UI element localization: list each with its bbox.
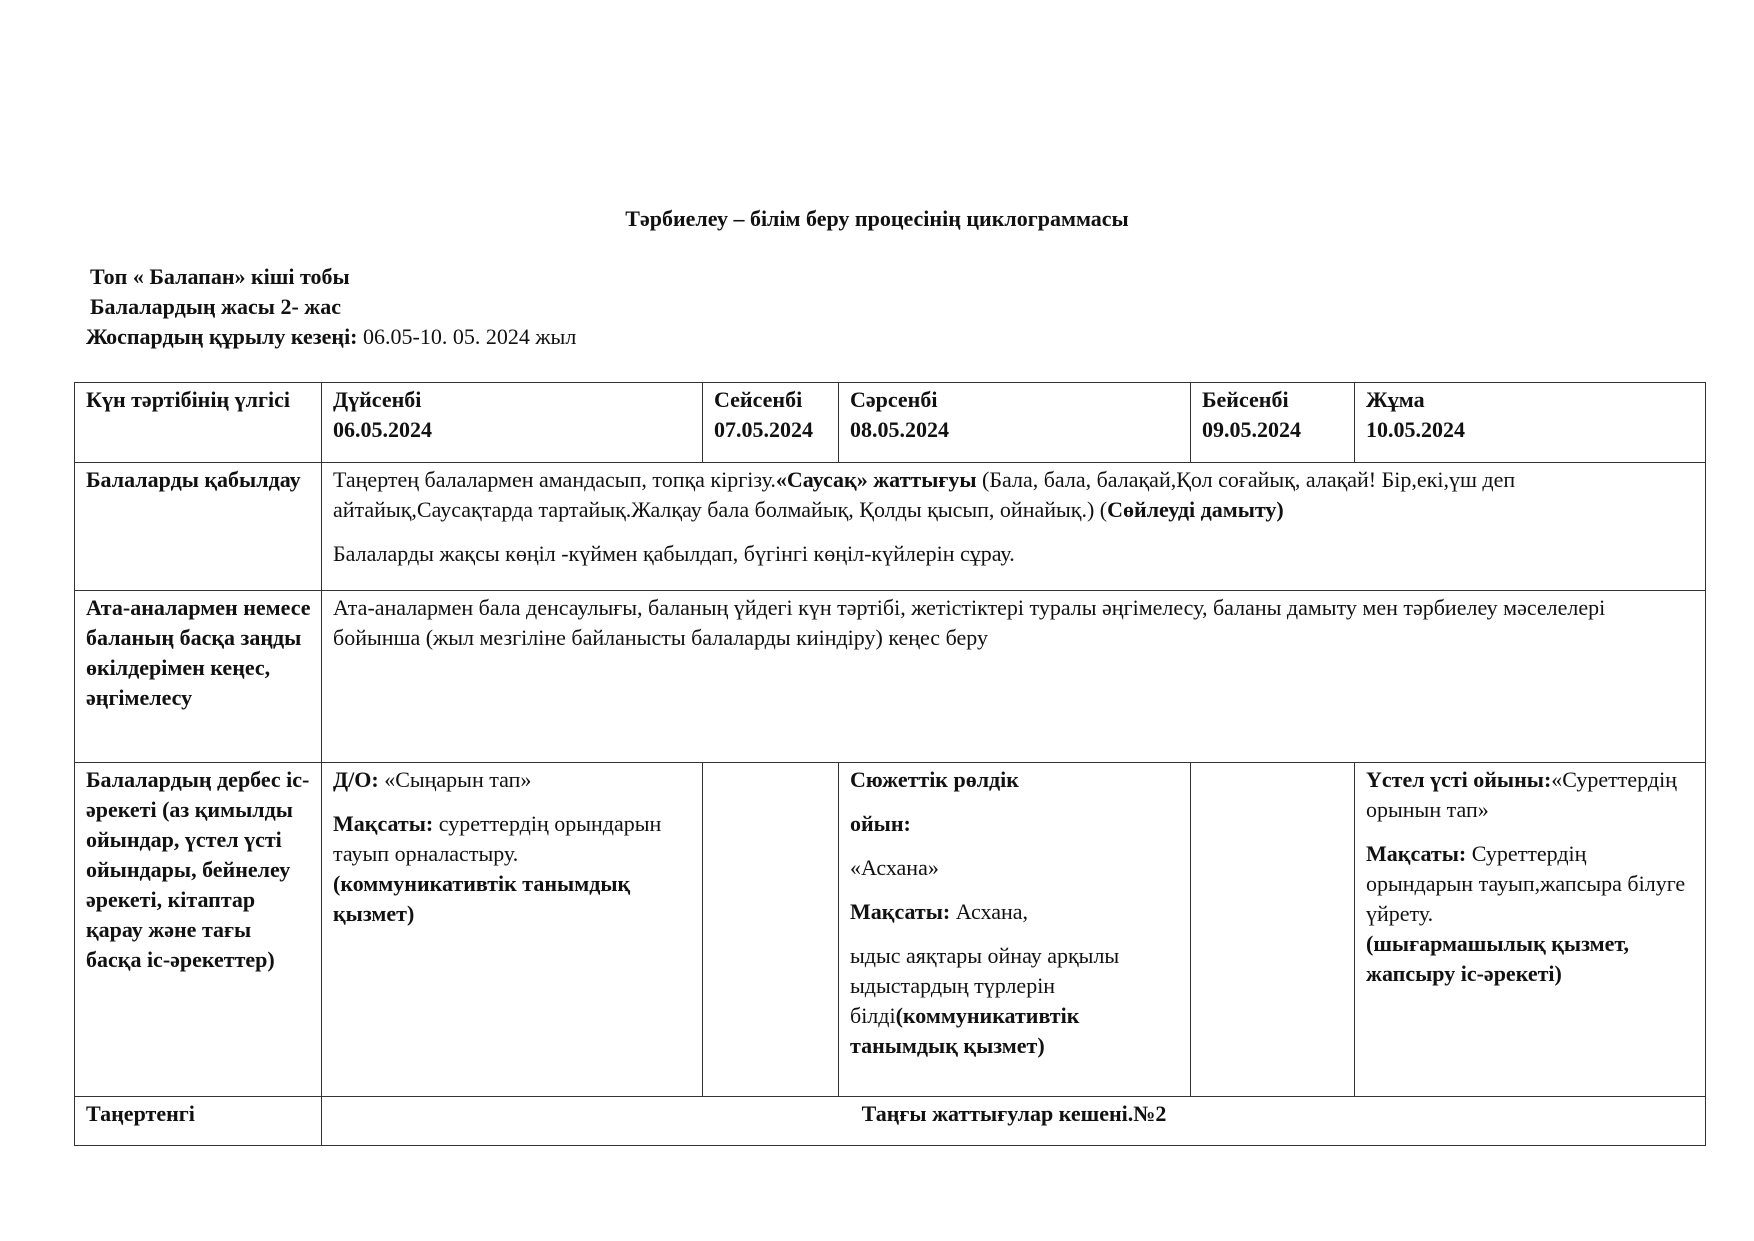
plan-period-value: 06.05-10. 05. 2024 жыл (357, 324, 577, 349)
page-title: Тәрбиелеу – білім беру процесінің циклограммасы (625, 206, 1129, 231)
morning-content: Таңғы жаттығулар кешені.№2 (322, 1097, 1706, 1146)
monday-game (333, 765, 692, 795)
desc-text: ыдыс аяқтары ойнау арқылы ыдыстардың түрлерін білді (850, 943, 1120, 1028)
reception-intro: Таңертең балалармен амандасып, топқа кіргізу. (333, 467, 776, 492)
day-date: 06.05.2024 (333, 417, 432, 442)
day-date: 10.05.2024 (1366, 417, 1465, 442)
activity-wednesday (839, 763, 1191, 1097)
wednesday-goal (850, 897, 1180, 927)
day-date: 08.05.2024 (850, 417, 949, 442)
morning-label: Таңертенгі (75, 1097, 322, 1146)
parents-row (75, 591, 1706, 763)
day-name: Сәрсенбі (850, 387, 938, 412)
day-date: 07.05.2024 (714, 417, 813, 442)
day-wednesday-header (839, 383, 1191, 463)
group-name: Топ « Балапан» кіші тобы (90, 264, 350, 289)
schedule-table (74, 382, 1706, 1146)
friday-game (1366, 765, 1695, 825)
game-name: «Суреттердің орынын тап» (1366, 767, 1677, 822)
game-label: Д/О: (333, 767, 379, 792)
wednesday-line2: ойын: (850, 811, 911, 836)
exercise-text: (Бала, бала, балақай,Қол соғайық, алақай! Бір,екі,үш деп айтайық,Саусақтарда тартайық.Жалқау бала болмайық, Қолды қысып, ойнайық.) ( (333, 467, 1516, 522)
game-label: Үстел үсті ойыны: (1366, 767, 1552, 792)
header-row (75, 383, 1706, 463)
goal-label: Мақсаты: (333, 811, 434, 836)
plan-period-label: Жоспардың құрылу кезеңі: (86, 324, 358, 349)
reception-exercise (333, 465, 1695, 525)
desc-tag: (коммуникативтік танымдық қызмет) (850, 1003, 1080, 1058)
parents-label: Ата-аналармен немесе баланың басқа заңды өкілдерімен кеңес, әңгімелесу (75, 591, 322, 763)
day-date: 09.05.2024 (1202, 417, 1301, 442)
day-thursday-header (1191, 383, 1355, 463)
goal-text: Асхана, (950, 899, 1029, 924)
friday-tag: (шығармашылық қызмет, жапсыру іс-әрекеті) (1366, 931, 1630, 986)
day-name: Сейсенбі (714, 387, 803, 412)
morning-row (75, 1097, 1706, 1146)
wednesday-line1: Сюжеттік рөлдік (850, 767, 1019, 792)
activity-tuesday (703, 763, 839, 1097)
day-tuesday-header (703, 383, 839, 463)
activity-label: Балалардың дербес іс-әрекеті (аз қимылды ойындар, үстел үсті ойындары, бейнелеу әрекеті, кітаптар қарау және тағы басқа іс-әрекеттер) (75, 763, 322, 1097)
day-name: Бейсенбі (1202, 387, 1289, 412)
schedule-label-cell: Күн тәртібінің үлгісі (75, 383, 322, 463)
goal-tag: (коммуникативтік танымдық қызмет) (333, 871, 631, 926)
goal-text: суреттердің орындарын тауып орналастыру. (333, 811, 662, 866)
game-name: «Сыңарын тап» (378, 767, 532, 792)
reception-content (322, 463, 1706, 591)
friday-goal (1366, 839, 1695, 929)
monday-goal (333, 809, 692, 929)
children-age: Балалардың жасы 2- жас (90, 294, 341, 319)
day-name: Дүйсенбі (333, 387, 422, 412)
activity-thursday (1191, 763, 1355, 1097)
day-friday-header (1355, 383, 1706, 463)
plan-period (86, 322, 576, 352)
goal-label: Мақсаты: (1366, 841, 1467, 866)
day-monday-header (322, 383, 703, 463)
goal-text: Суреттердің орындарын тауып,жапсыра білуге үйрету. (1366, 841, 1686, 926)
exercise-title: «Саусақ» жаттығуы (775, 467, 977, 492)
reception-label: Балаларды қабылдау (75, 463, 322, 591)
activity-row (75, 763, 1706, 1097)
wednesday-game: «Асхана» (850, 855, 939, 880)
reception-row (75, 463, 1706, 591)
day-name: Жұма (1366, 387, 1425, 412)
exercise-tag: Сөйлеуді дамыту) (1107, 497, 1284, 522)
reception-note: Балаларды жақсы көңіл -күймен қабылдап, бүгінгі көңіл-күйлерін сұрау. (333, 541, 1015, 566)
activity-friday (1355, 763, 1706, 1097)
wednesday-desc (850, 941, 1180, 1061)
parents-content: Ата-аналармен бала денсаулығы, баланың үйдегі күн тәртібі, жетістіктері туралы әңгімелесу, баланы дамыту мен тәрбиелеу мәселелері бойынша (жыл мезгіліне байланысты балаларды киіндіру) кеңес беру (322, 591, 1706, 763)
activity-monday (322, 763, 703, 1097)
goal-label: Мақсаты: (850, 899, 951, 924)
